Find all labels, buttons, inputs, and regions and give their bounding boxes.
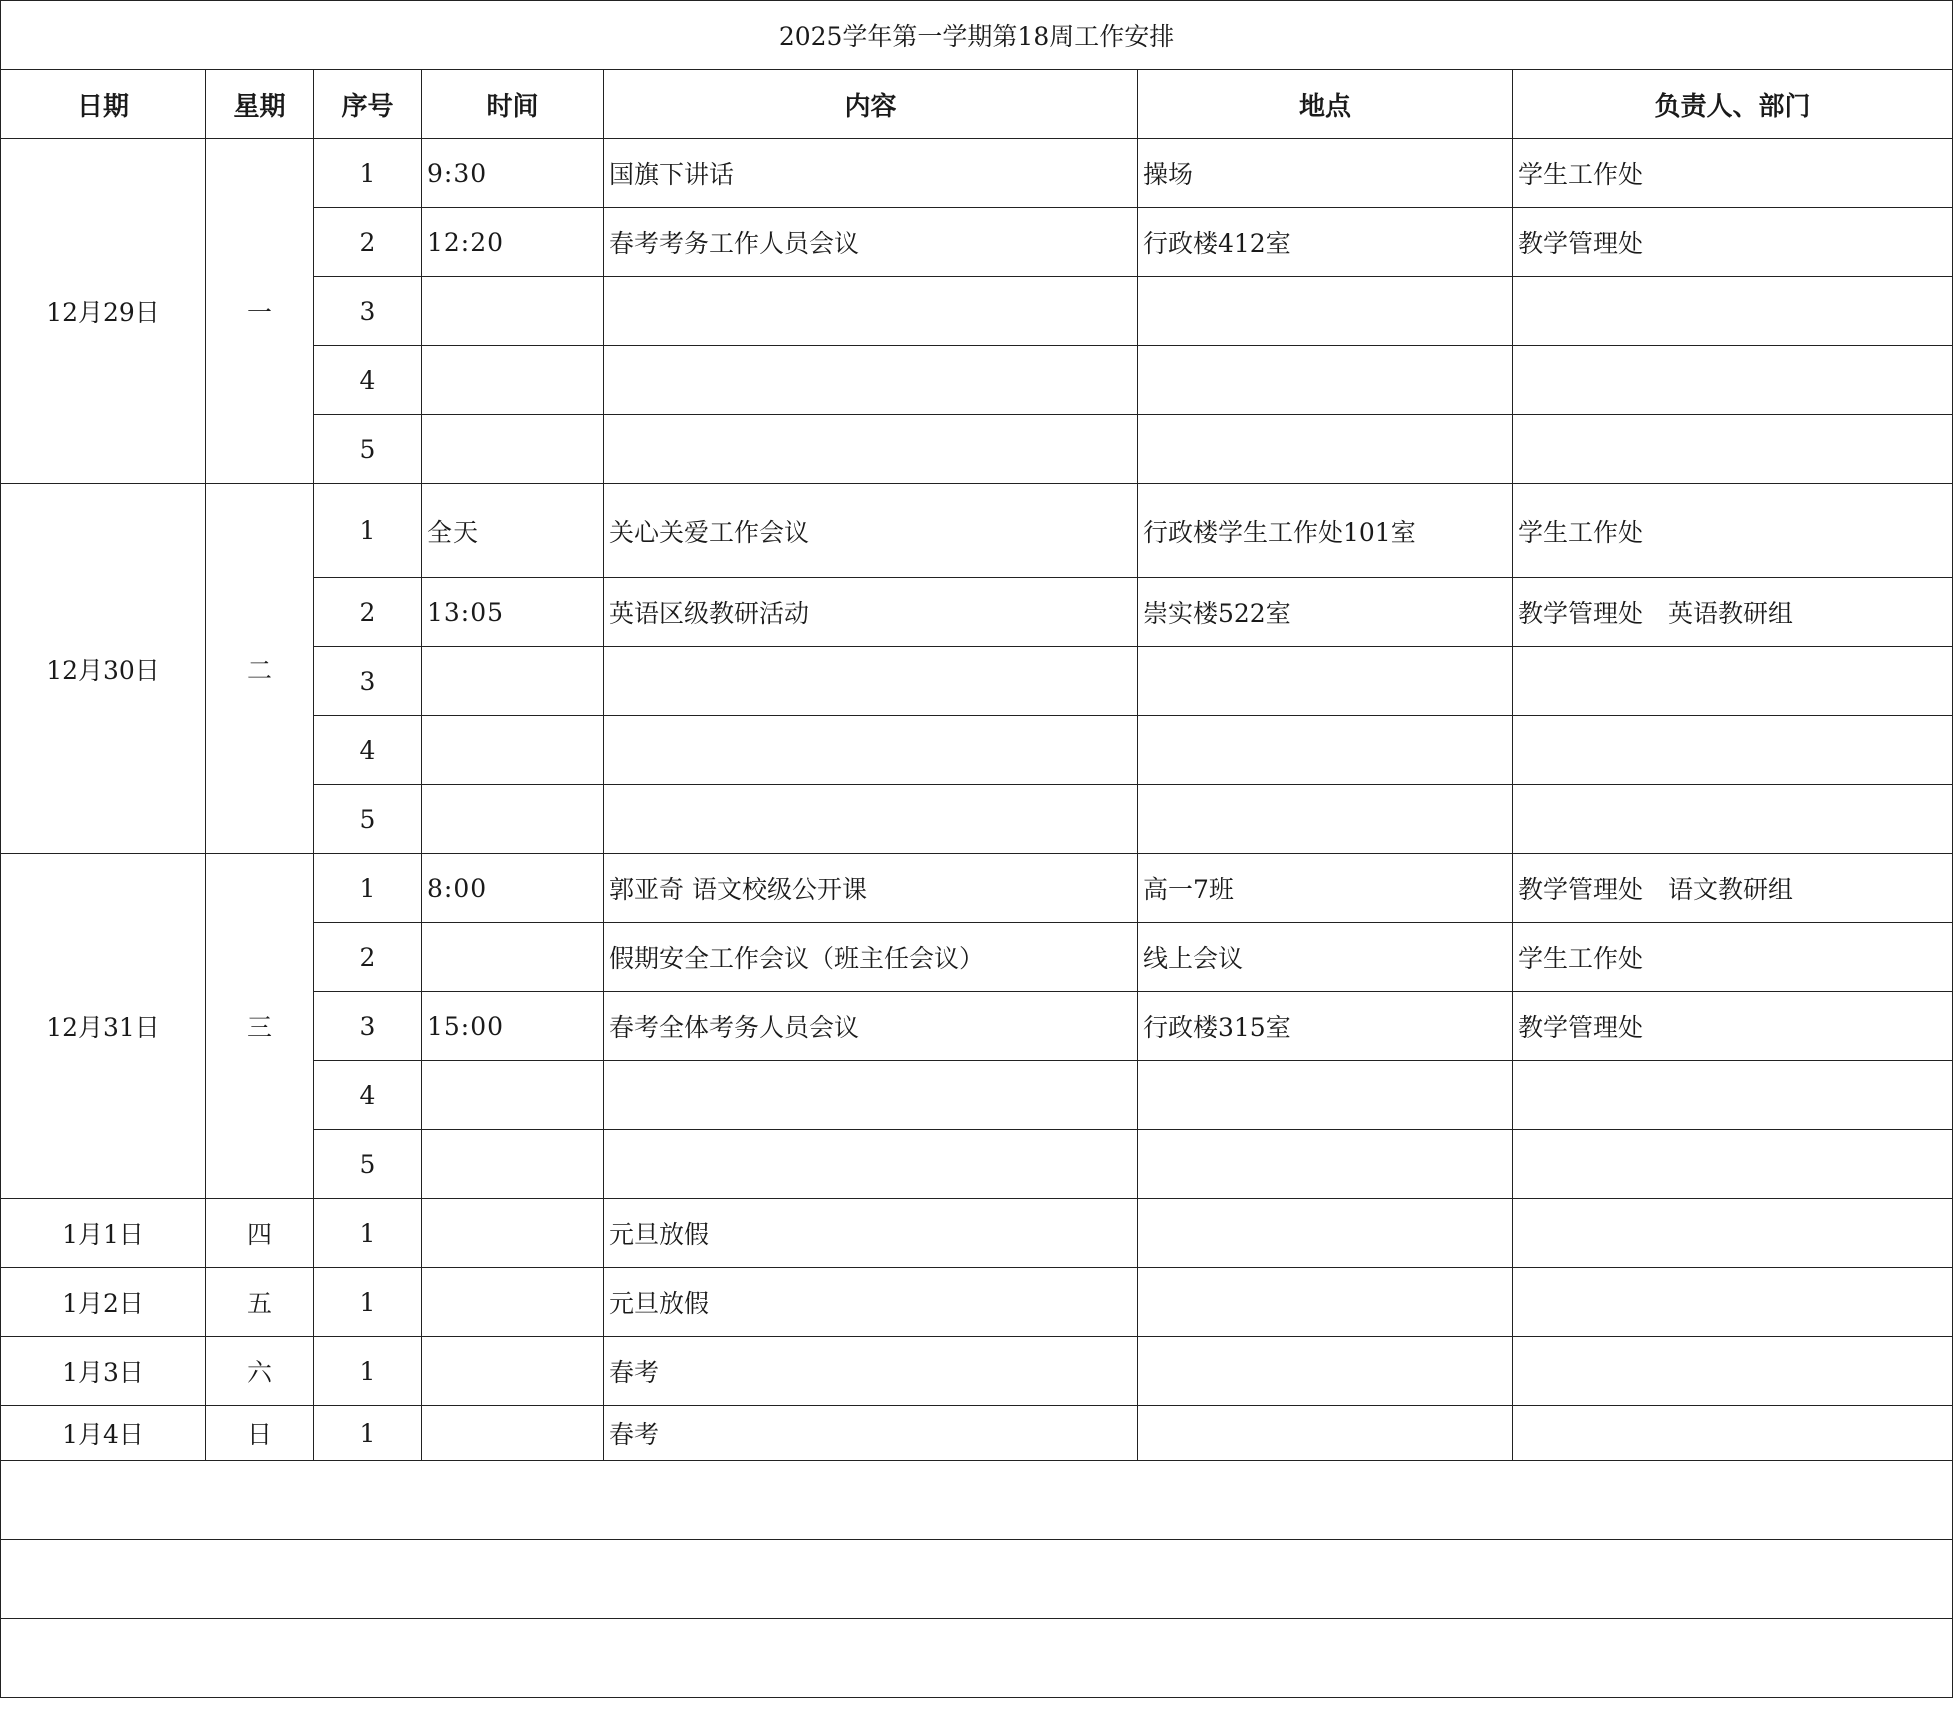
owner-cell [1513,1061,1953,1130]
time-cell: 12:20 [422,208,604,277]
content-cell: 元旦放假 [604,1268,1138,1337]
seq-cell: 4 [314,1061,422,1130]
content-cell: 春考 [604,1406,1138,1461]
content-cell: 春考考务工作人员会议 [604,208,1138,277]
time-cell: 15:00 [422,992,604,1061]
date-cell: 12月29日 [1,139,206,484]
seq-cell: 3 [314,277,422,346]
empty-row [1,1461,1953,1540]
content-cell: 关心关爱工作会议 [604,484,1138,578]
weekday-cell: 日 [206,1406,314,1461]
location-cell [1138,1337,1513,1406]
table-row [1,1406,1953,1461]
header-date: 日期 [1,70,206,139]
location-cell: 线上会议 [1138,923,1513,992]
location-cell: 操场 [1138,139,1513,208]
content-cell: 春考 [604,1337,1138,1406]
owner-cell [1513,785,1953,854]
owner-cell: 教学管理处 英语教研组 [1513,578,1953,647]
time-cell [422,277,604,346]
table-row [1,854,1953,923]
location-cell: 行政楼学生工作处101室 [1138,484,1513,578]
time-cell [422,1337,604,1406]
table-row [1,1337,1953,1406]
location-cell [1138,1061,1513,1130]
table-row [1,484,1953,578]
seq-cell: 5 [314,1130,422,1199]
owner-cell: 学生工作处 [1513,484,1953,578]
seq-cell: 1 [314,1199,422,1268]
location-cell [1138,716,1513,785]
content-cell [604,277,1138,346]
time-cell [422,1199,604,1268]
header-row [1,70,1953,139]
owner-cell: 教学管理处 [1513,992,1953,1061]
content-cell [604,1130,1138,1199]
time-cell [422,346,604,415]
content-cell [604,647,1138,716]
seq-cell: 1 [314,1337,422,1406]
owner-cell: 学生工作处 [1513,923,1953,992]
content-cell: 国旗下讲话 [604,139,1138,208]
content-cell [604,785,1138,854]
seq-cell: 2 [314,923,422,992]
owner-cell [1513,1337,1953,1406]
time-cell [422,1130,604,1199]
owner-cell [1513,1130,1953,1199]
weekday-cell: 四 [206,1199,314,1268]
time-cell [422,716,604,785]
owner-cell [1513,277,1953,346]
seq-cell: 1 [314,854,422,923]
time-cell [422,1406,604,1461]
time-cell [422,785,604,854]
content-cell: 英语区级教研活动 [604,578,1138,647]
weekday-cell: 五 [206,1268,314,1337]
location-cell [1138,277,1513,346]
seq-cell: 4 [314,716,422,785]
owner-cell [1513,1268,1953,1337]
owner-cell [1513,415,1953,484]
date-cell: 1月2日 [1,1268,206,1337]
location-cell: 高一7班 [1138,854,1513,923]
content-cell [604,415,1138,484]
seq-cell: 5 [314,785,422,854]
content-cell [604,346,1138,415]
seq-cell: 1 [314,1268,422,1337]
header-seq: 序号 [314,70,422,139]
location-cell [1138,346,1513,415]
header-weekday: 星期 [206,70,314,139]
location-cell [1138,1406,1513,1461]
owner-cell: 学生工作处 [1513,139,1953,208]
time-cell: 9:30 [422,139,604,208]
page-title: 2025学年第一学期第18周工作安排 [1,1,1953,70]
location-cell [1138,647,1513,716]
owner-cell [1513,716,1953,785]
content-cell: 郭亚奇 语文校级公开课 [604,854,1138,923]
content-cell: 春考全体考务人员会议 [604,992,1138,1061]
weekday-cell: 三 [206,854,314,1199]
empty-cell [1,1461,1953,1540]
date-cell: 1月4日 [1,1406,206,1461]
location-cell [1138,1268,1513,1337]
time-cell [422,1061,604,1130]
seq-cell: 1 [314,139,422,208]
content-cell [604,716,1138,785]
header-location: 地点 [1138,70,1513,139]
owner-cell [1513,1199,1953,1268]
table-row [1,1199,1953,1268]
seq-cell: 3 [314,647,422,716]
header-owner: 负责人、部门 [1513,70,1953,139]
time-cell: 全天 [422,484,604,578]
content-cell: 元旦放假 [604,1199,1138,1268]
location-cell [1138,1199,1513,1268]
seq-cell: 4 [314,346,422,415]
owner-cell [1513,346,1953,415]
empty-cell [1,1540,1953,1619]
owner-cell [1513,1406,1953,1461]
location-cell: 行政楼412室 [1138,208,1513,277]
location-cell [1138,415,1513,484]
time-cell [422,923,604,992]
seq-cell: 5 [314,415,422,484]
time-cell: 13:05 [422,578,604,647]
seq-cell: 3 [314,992,422,1061]
weekday-cell: 一 [206,139,314,484]
time-cell [422,1268,604,1337]
header-time: 时间 [422,70,604,139]
empty-cell [1,1619,1953,1698]
date-cell: 12月30日 [1,484,206,854]
weekday-cell: 二 [206,484,314,854]
empty-row [1,1619,1953,1698]
date-cell: 12月31日 [1,854,206,1199]
time-cell [422,415,604,484]
table-row [1,139,1953,208]
table-row [1,1268,1953,1337]
weekday-cell: 六 [206,1337,314,1406]
content-cell: 假期安全工作会议（班主任会议） [604,923,1138,992]
empty-row [1,1540,1953,1619]
seq-cell: 1 [314,1406,422,1461]
owner-cell: 教学管理处 语文教研组 [1513,854,1953,923]
date-cell: 1月3日 [1,1337,206,1406]
location-cell [1138,1130,1513,1199]
date-cell: 1月1日 [1,1199,206,1268]
header-content: 内容 [604,70,1138,139]
location-cell: 行政楼315室 [1138,992,1513,1061]
location-cell [1138,785,1513,854]
seq-cell: 1 [314,484,422,578]
seq-cell: 2 [314,578,422,647]
time-cell: 8:00 [422,854,604,923]
seq-cell: 2 [314,208,422,277]
time-cell [422,647,604,716]
owner-cell: 教学管理处 [1513,208,1953,277]
owner-cell [1513,647,1953,716]
location-cell: 崇实楼522室 [1138,578,1513,647]
content-cell [604,1061,1138,1130]
